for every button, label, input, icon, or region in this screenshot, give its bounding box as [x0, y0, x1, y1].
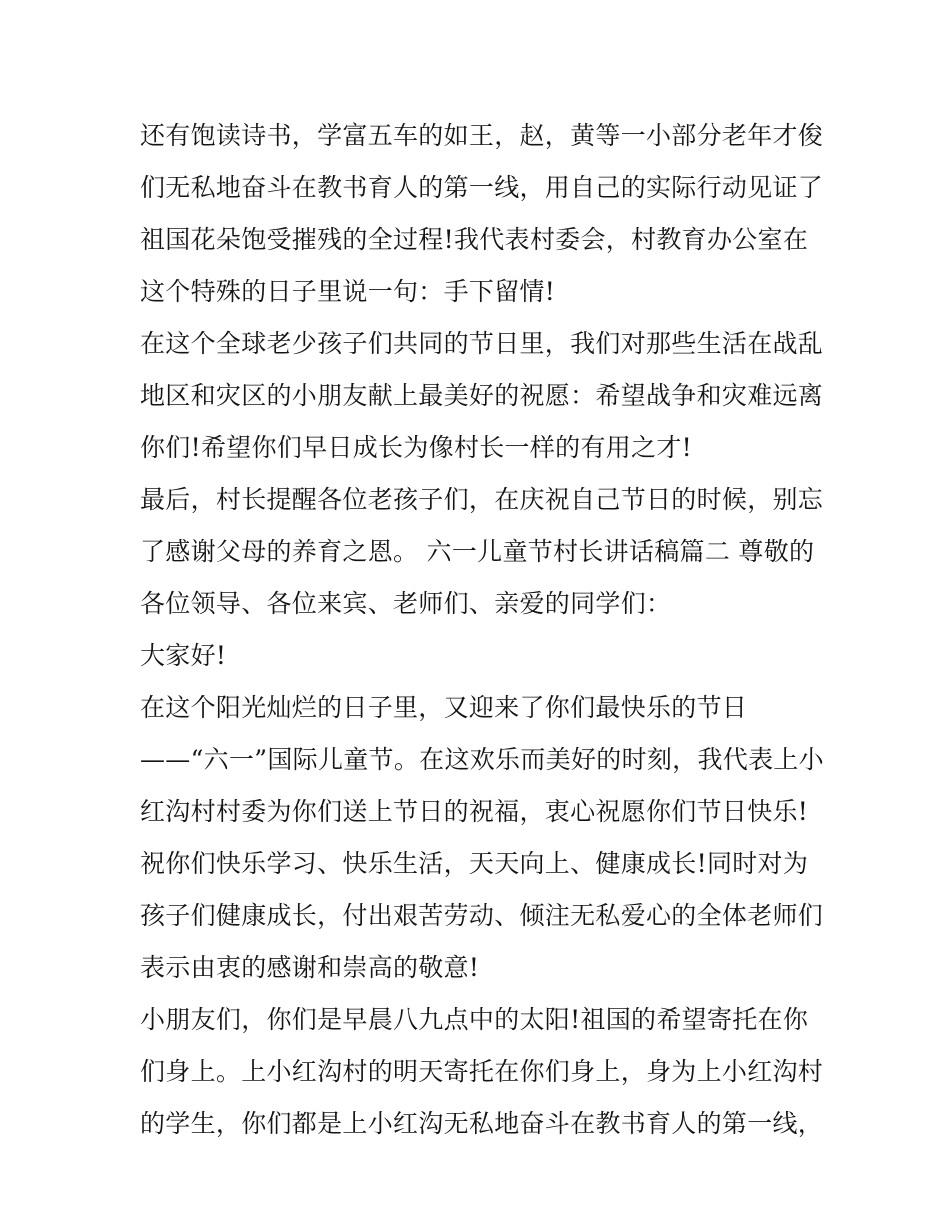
- text-line: 红沟村村委为你们送上节日的祝福，衷心祝愿你们节日快乐!: [140, 797, 809, 826]
- text-line: 地区和灾区的小朋友献上最美好的祝愿：希望战争和灾难远离: [140, 381, 824, 410]
- text-line: 的学生，你们都是上小红沟无私地奋斗在教书育人的第一线，: [140, 1109, 824, 1138]
- text-line: 还有饱读诗书，学富五车的如王，赵，黄等一小部分老年才俊: [140, 121, 824, 150]
- text-line: 在这个全球老少孩子们共同的节日里，我们对那些生活在战乱: [140, 329, 824, 358]
- text-line: 祝你们快乐学习、快乐生活，天天向上、健康成长!同时对为: [140, 849, 809, 878]
- text-line: 大家好!: [140, 641, 227, 670]
- text-line: 们无私地奋斗在教书育人的第一线，用自己的实际行动见证了: [140, 173, 824, 202]
- document-body: [140, 110, 824, 1150]
- text-line: 你们!希望你们早日成长为像村长一样的有用之才!: [140, 433, 692, 462]
- text-line: 们身上。上小红沟村的明天寄托在你们身上，身为上小红沟村: [140, 1057, 824, 1086]
- text-line: ——“六一”国际儿童节。在这欢乐而美好的时刻，我代表上小: [140, 745, 824, 774]
- text-line: 最后，村长提醒各位老孩子们，在庆祝自己节日的时候，别忘: [140, 485, 824, 514]
- text-line: 各位领导、各位来宾、老师们、亲爱的同学们：: [140, 589, 672, 618]
- text-line: 小朋友们，你们是早晨八九点中的太阳!祖国的希望寄托在你: [140, 1005, 809, 1034]
- text-line: 孩子们健康成长，付出艰苦劳动、倾注无私爱心的全体老师们: [140, 901, 824, 930]
- text-line: 在这个阳光灿烂的日子里，又迎来了你们最快乐的节日: [140, 693, 748, 722]
- text-line: 祖国花朵饱受摧残的全过程!我代表村委会，村教育办公室在: [140, 225, 809, 254]
- text-line: 了感谢父母的养育之恩。 六一儿童节村长讲话稿篇二 尊敬的: [140, 537, 815, 566]
- text-line: 这个特殊的日子里说一句：手下留情!: [140, 277, 556, 306]
- text-line: 表示由衷的感谢和崇高的敬意!: [140, 953, 480, 982]
